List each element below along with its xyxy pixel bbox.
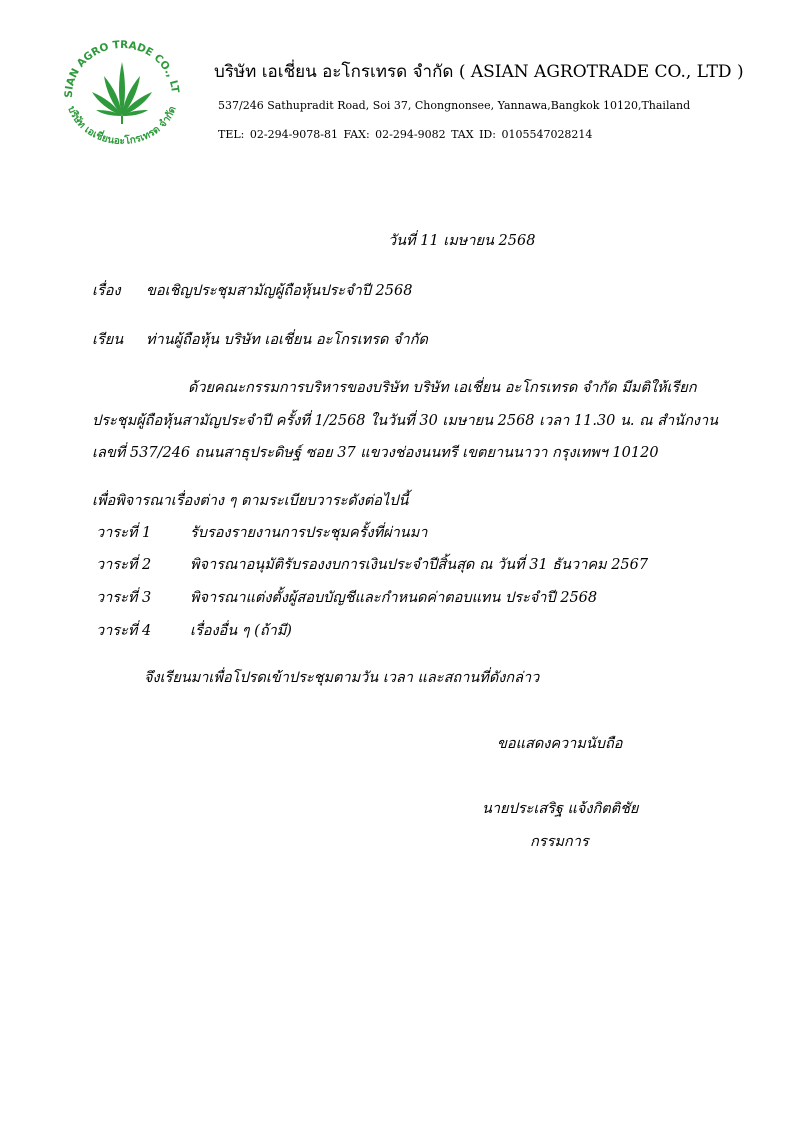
recipient-label: เรียน [92,332,124,348]
closing-sentence: จึงเรียนมาเพื่อโปรดเข้าประชุมตามวัน เวลา และสถานที่ดังกล่าว [144,670,540,686]
agenda-intro: เพื่อพิจารณาเรื่องต่าง ๆ ตามระเบียบวาระดังต่อไปนี้ [92,493,409,509]
agenda-item-1-text: รับรองรายงานการประชุมครั้งที่ผ่านมา [190,525,428,541]
svg-text:ASIAN AGRO TRADE CO., LTD. [52,38,181,98]
logo-text-bottom: บริษัท เอเชี่ยนอะโกรเทรด จำกัด [65,104,179,148]
company-contact: TEL: 02-294-9078-81 FAX: 02-294-9082 TAX ID: 0105547028214 [218,128,593,141]
agenda-item-2-number: วาระที่ 2 [96,557,152,573]
company-name: บริษัท เอเชี่ยน อะโกรเทรด จำกัด ( ASIAN AGROTRADE CO., LTD ) [214,62,744,82]
body-paragraph-line-1: ด้วยคณะกรรมการบริหารของบริษัท บริษัท เอเชี่ยน อะโกรเทรด จำกัด มีมติให้เรียก [188,380,697,396]
leaf-icon [92,62,152,124]
subject-text: ขอเชิญประชุมสามัญผู้ถือหุ้นประจำปี 2568 [146,283,413,299]
company-address: 537/246 Sathupradit Road, Soi 37, Chongnonsee, Yannawa,Bangkok 10120,Thailand [218,99,691,112]
logo-text-top: SIAN AGRO TRADE CO., LT [62,38,181,98]
agenda-item-4-text: เรื่องอื่น ๆ (ถ้ามี) [190,623,292,639]
agenda-item-3-number: วาระที่ 3 [96,590,152,606]
agenda-item-3-text: พิจารณาแต่งตั้งผู้สอบบัญชีและกำหนดค่าตอบแทน ประจำปี 2568 [190,590,598,606]
recipient-text: ท่านผู้ถือหุ้น บริษัท เอเชี่ยน อะโกรเทรด จำกัด [146,332,428,348]
agenda-item-1-number: วาระที่ 1 [96,525,152,541]
signer-name: นายประเสริฐ แจ้งกิตติชัย [482,801,639,817]
subject-label: เรื่อง [92,283,121,299]
agenda-item-4-number: วาระที่ 4 [96,623,152,639]
company-logo [52,38,192,148]
body-paragraph-line-3: เลขที่ 537/246 ถนนสาธุประดิษฐ์ ซอย 37 แขวงช่องนนทรี เขตยานนาวา กรุงเทพฯ 10120 [92,445,659,461]
body-paragraph-line-2: ประชุมผู้ถือหุ้นสามัญประจำปี ครั้งที่ 1/2568 ในวันที่ 30 เมษายน 2568 เวลา 11.30 น. ณ สำนักงาน [92,413,719,429]
signer-position: กรรมการ [530,834,589,850]
regards: ขอแสดงความนับถือ [497,736,623,752]
letter-date: วันที่ 11 เมษายน 2568 [388,233,536,249]
agenda-item-2-text: พิจารณาอนุมัติรับรองงบการเงินประจำปีสิ้นสุด ณ วันที่ 31 ธันวาคม 2567 [190,557,649,573]
